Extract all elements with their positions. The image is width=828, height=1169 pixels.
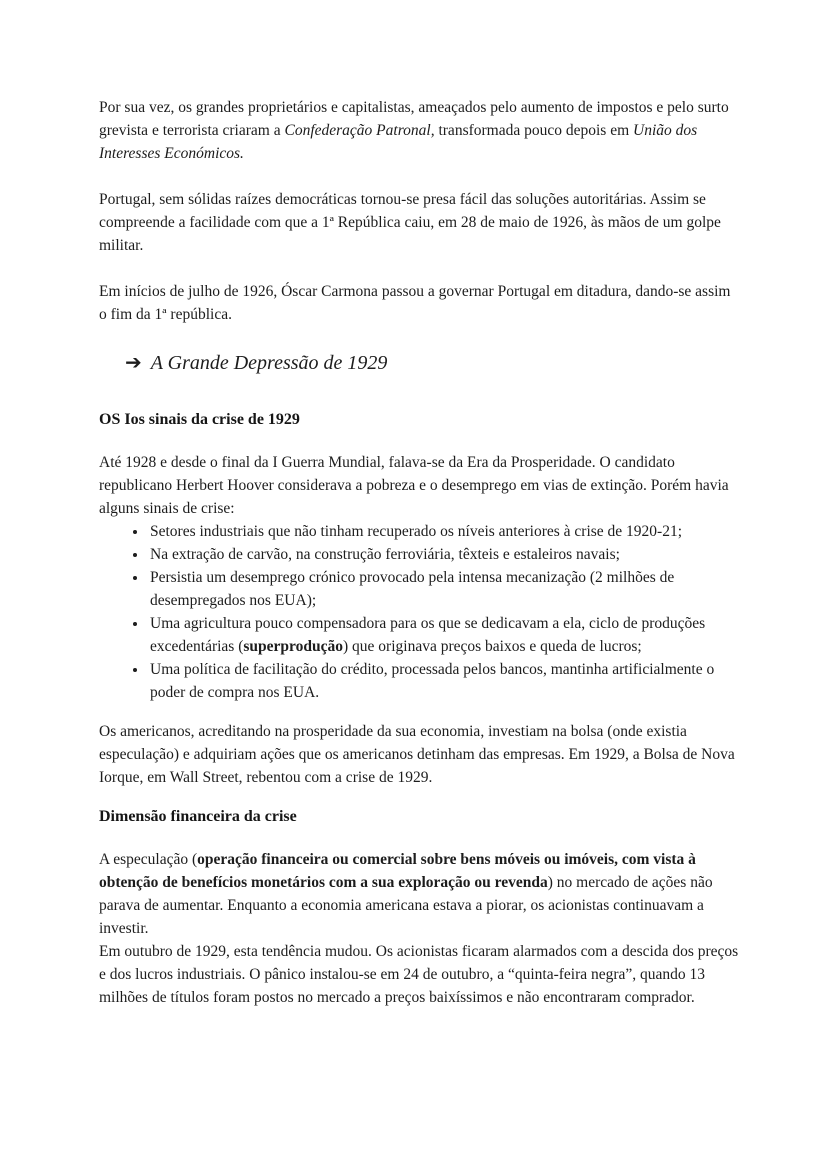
list-item-agricultura: • Uma agricultura pouco compensadora para os que se dedicavam a ela, ciclo de produções excedentárias (superprodução) que originava preços baixos e queda de lucros; [148,612,740,658]
paragraph-americanos-bolsa: Os americanos, acreditando na prosperidade da sua economia, investiam na bolsa (onde existia especulação) e adquiriam ações que os americanos detinham das empresas. Em 1929, a Bolsa de Nova Iorque, em Wall Street, rebentou com a crise de 1929. [99,723,735,786]
list-item-desemprego-cronico: • Persistia um desemprego crónico provocado pela intensa mecanização (2 milhões de desempregados nos EUA); [148,566,740,612]
paragraph-queda-republica: Portugal, sem sólidas raízes democráticas tornou-se presa fácil das soluções autoritárias. Assim se compreende a facilidade com que a 1ª República caiu, em 28 de maio de 1926, às mãos de um golpe militar. [99,191,721,254]
arrow-bullet-icon: ➔ [125,352,142,374]
subheading-sinais-crise: OS Ios sinais da crise de 1929 [99,411,300,428]
paragraph-especulacao: A especulação (operação financeira ou comercial sobre bens móveis ou imóveis, com vista à obtenção de benefícios monetários com a sua exploração ou revenda) no mercado de ações não parava de aumentar. Enquanto a economia americana estava a piorar, os acionistas continuavam a investir. [99,851,713,937]
subheading-dimensao-financeira: Dimensão financeira da crise [99,808,297,825]
section-heading-text: A Grande Depressão de 1929 [150,352,388,374]
list-item-extracao-carvao: • Na extração de carvão, na construção ferroviária, têxteis e estaleiros navais; [148,543,740,566]
section-heading-grande-depressao [99,348,740,378]
paragraph-quinta-feira-negra: Em outubro de 1929, esta tendência mudou. Os acionistas ficaram alarmados com a descida dos preços e dos lucros industriais. O pânico instalou-se em 24 de outubro, a “quinta-feira negra”, quando 13 milhões de títulos foram postos no mercado a preços baixíssimos e não encontraram comprador. [99,943,739,1006]
paragraph-era-prosperidade: Até 1928 e desde o final da I Guerra Mundial, falava-se da Era da Prosperidade. O candidato republicano Herbert Hoover considerava a pobreza e o desemprego em vias de extinção. Porém havia alguns sinais de crise: [99,454,729,517]
list-item-credito: • Uma política de facilitação do crédito, processada pelos bancos, mantinha artificialmente o poder de compra nos EUA. [148,658,740,704]
paragraph-oscar-carmona: Em inícios de julho de 1926, Óscar Carmona passou a governar Portugal em ditadura, dando-se assim o fim da 1ª república. [99,283,731,323]
list-item-setores-industriais: • Setores industriais que não tinham recuperado os níveis anteriores à crise de 1920-21; [148,520,740,543]
crisis-signs-list [99,520,740,704]
paragraph-confederacao-patronal: Por sua vez, os grandes proprietários e capitalistas, ameaçados pelo aumento de impostos e pelo surto grevista e terrorista criaram a Confederação Patronal, transformada pouco depois em União dos Interesses Económicos. [99,99,729,162]
document-content [99,96,740,1009]
